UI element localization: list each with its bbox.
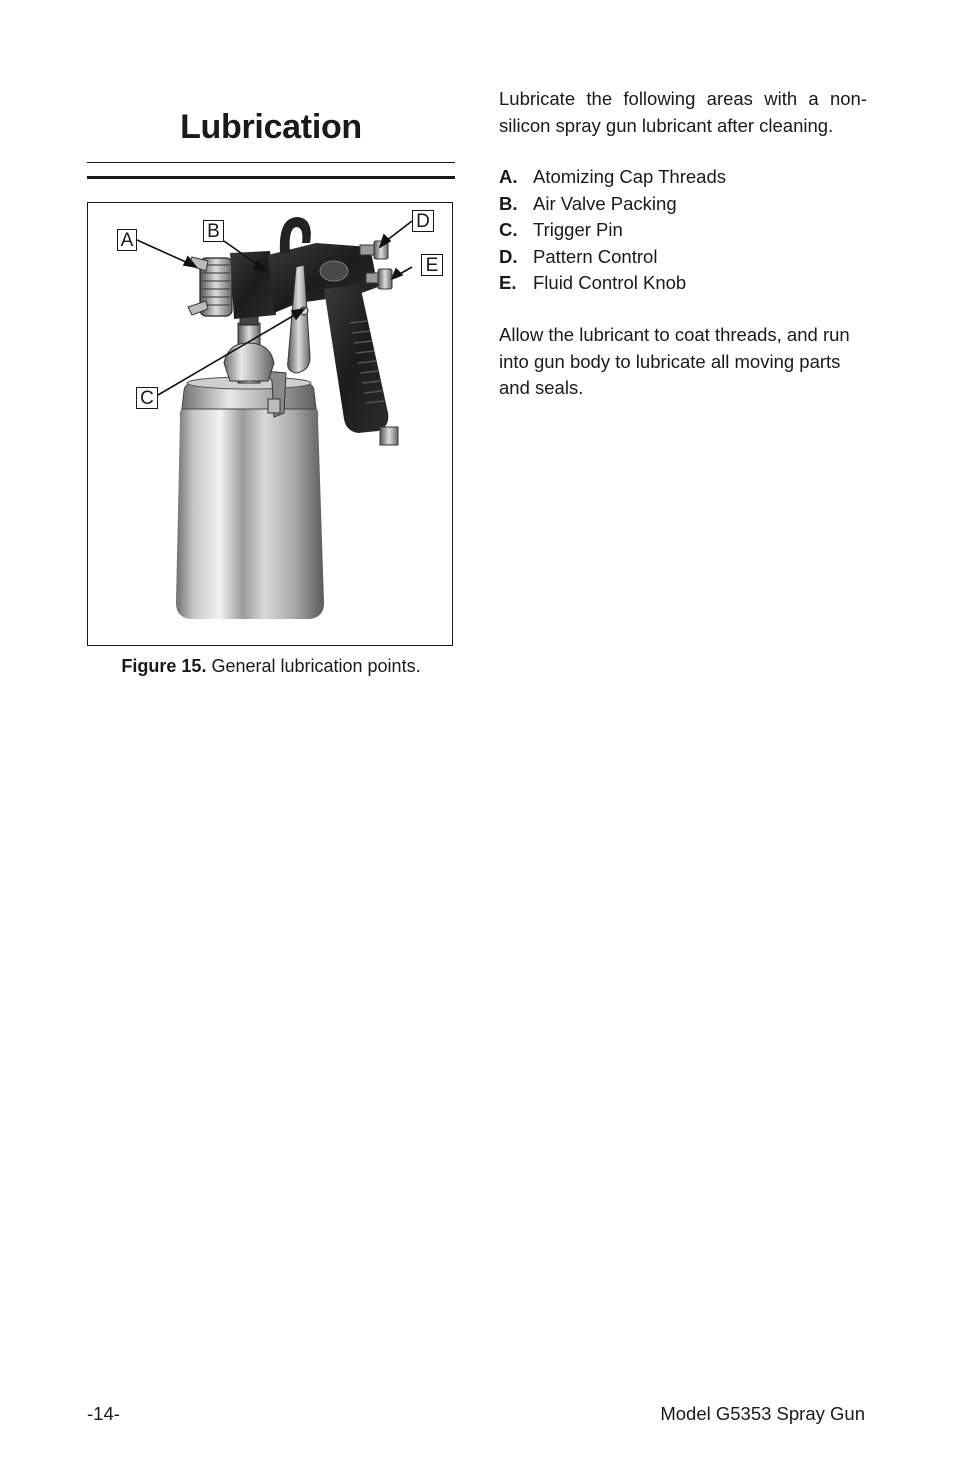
list-item-letter: A.	[499, 166, 518, 187]
title-rule-thin	[87, 162, 455, 163]
page-title: Lubrication	[180, 108, 362, 146]
list-item	[499, 244, 867, 271]
list-item-label: Air Valve Packing	[533, 192, 677, 214]
title-rule-thick	[87, 176, 455, 179]
list-item	[499, 164, 867, 191]
figure-caption-label: Figure 15.	[121, 656, 207, 676]
figure-15-frame	[87, 202, 453, 646]
list-item-letter: B.	[499, 192, 518, 214]
list-item-label: Fluid Control Knob	[533, 272, 687, 293]
figure-caption-text: General lubrication points.	[206, 656, 421, 676]
list-item-letter: D.	[499, 245, 518, 267]
outro-paragraph: Allow the lubricant to coat threads, and run into gun body to lubricate all moving parts and seals.	[499, 324, 850, 398]
page-number: -14-	[87, 1403, 120, 1424]
spray-gun-illustration	[88, 203, 452, 645]
list-item-letter: E.	[499, 272, 517, 293]
list-item	[499, 270, 867, 297]
list-item-label: Pattern Control	[533, 245, 658, 267]
callout-e: E	[421, 254, 443, 276]
callout-b: B	[203, 220, 224, 242]
figure-caption	[87, 656, 455, 677]
list-item-label: Trigger Pin	[533, 219, 623, 240]
list-item-label: Atomizing Cap Threads	[533, 166, 726, 187]
footer-model: Model G5353 Spray Gun	[660, 1403, 865, 1424]
list-item-letter: C.	[499, 219, 518, 240]
list-item	[499, 217, 867, 244]
callout-d: D	[412, 210, 434, 232]
callout-a: A	[117, 229, 137, 251]
callout-c: C	[136, 387, 158, 409]
intro-paragraph: Lubricate the following areas with a non-silicon spray gun lubricant after cleaning.	[499, 88, 867, 136]
list-item	[499, 191, 867, 218]
lubrication-points-list	[499, 164, 867, 297]
